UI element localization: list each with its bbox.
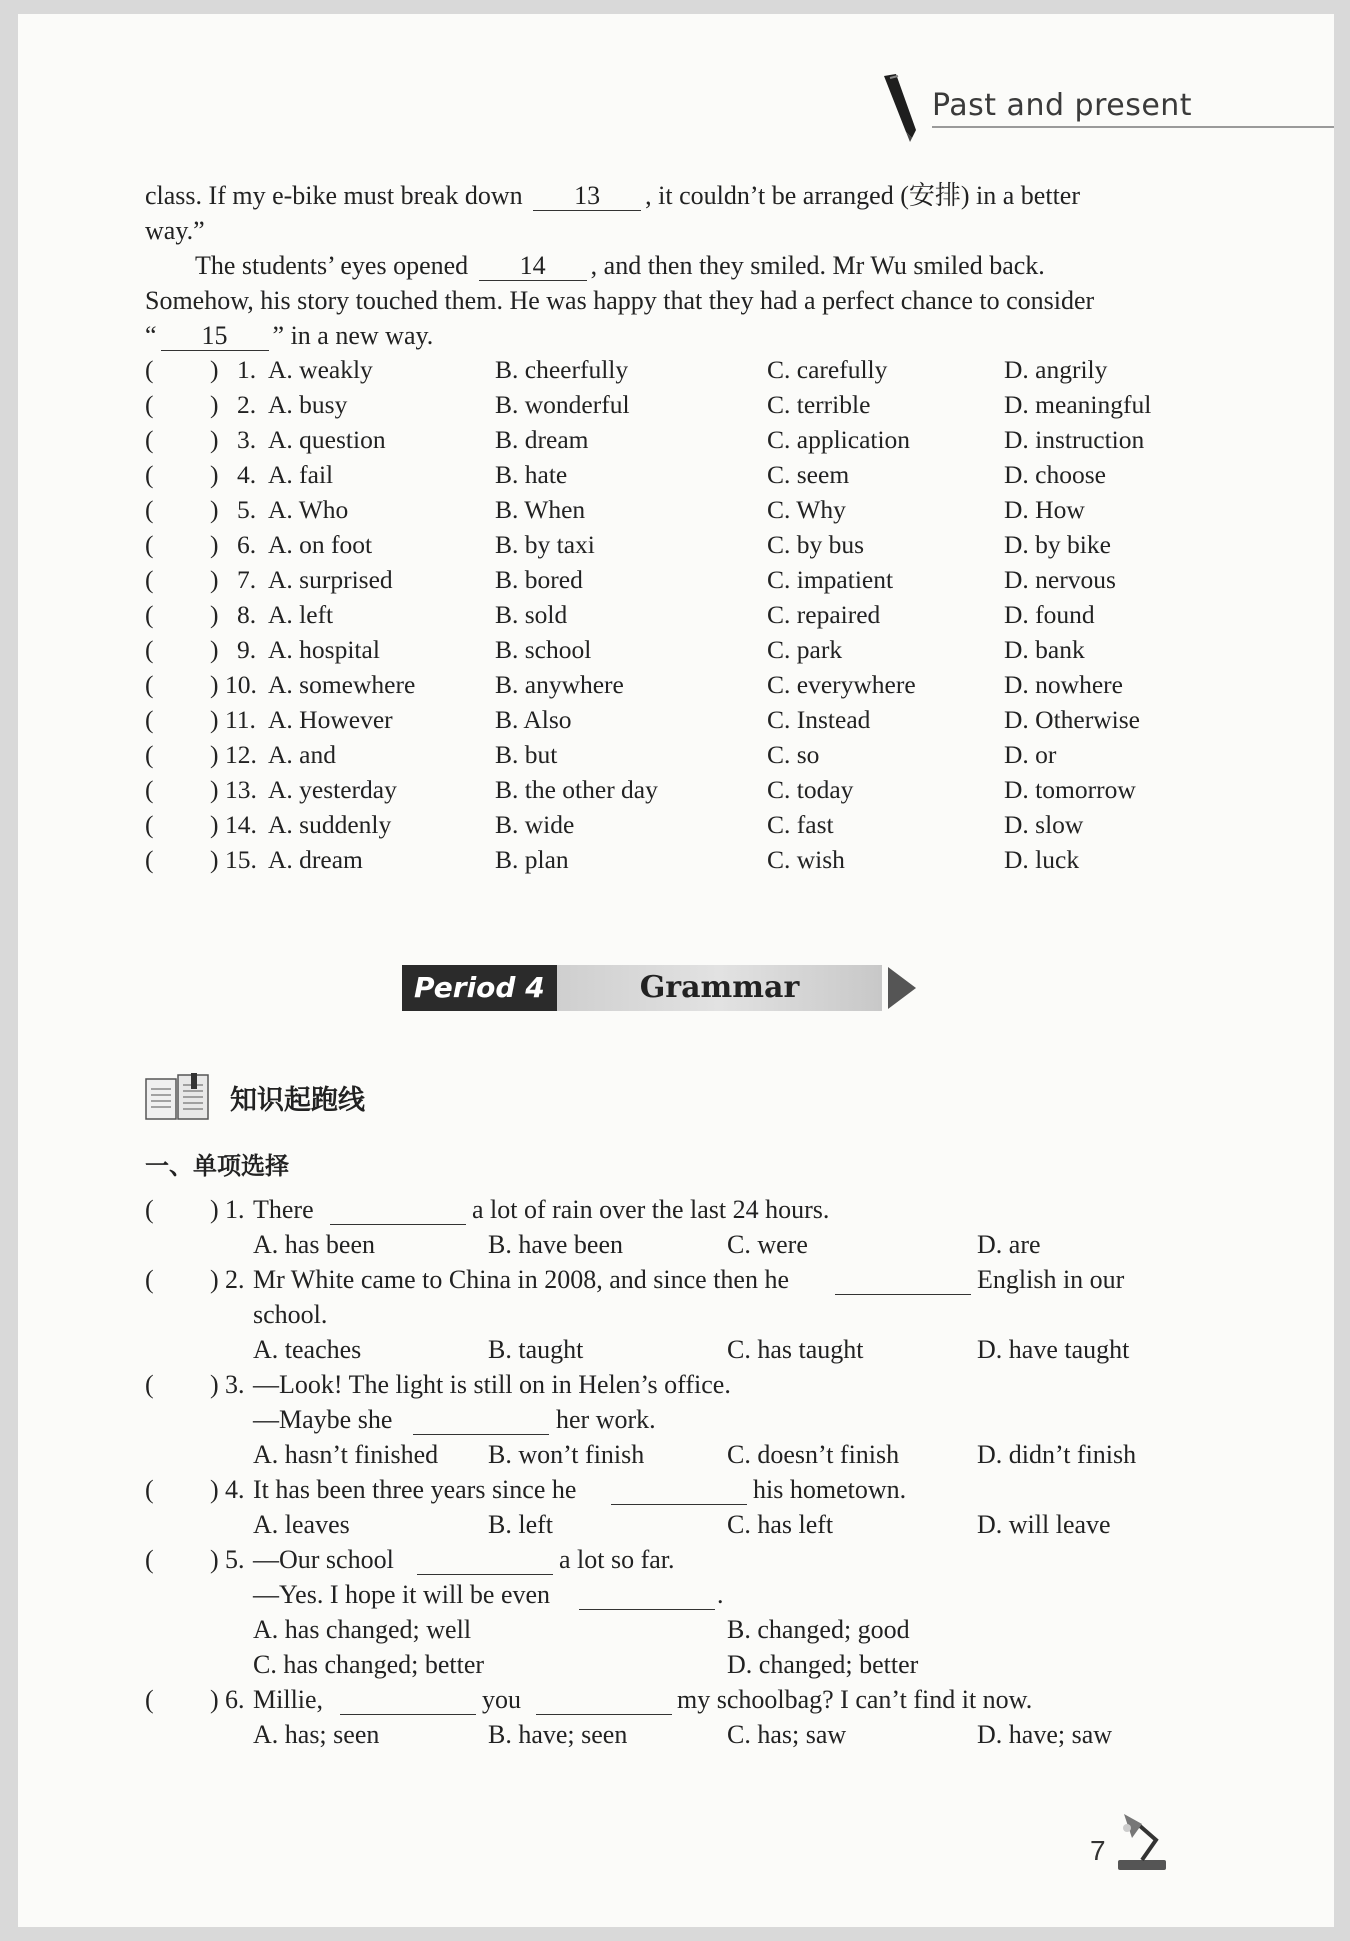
question-text: C. has; saw: [727, 1720, 847, 1749]
answer-parenthesis: ): [210, 1475, 219, 1504]
cloze-option-text: D. nervous: [1004, 565, 1116, 594]
cloze-option-text: C. seem: [767, 460, 850, 489]
cloze-option-text: C. everywhere: [767, 670, 916, 699]
answer-parenthesis: (: [145, 775, 154, 804]
cloze-option-text: D. slow: [1004, 810, 1084, 839]
cloze-option-text: D. or: [1004, 740, 1057, 769]
cloze-option-text: D. Otherwise: [1004, 705, 1140, 734]
cloze-option-text: A. and: [268, 740, 336, 769]
answer-parenthesis: (: [145, 1475, 154, 1504]
answer-parenthesis: ): [210, 425, 219, 454]
cloze-option-text: D. tomorrow: [1004, 775, 1136, 804]
cloze-option-text: C. fast: [767, 810, 834, 839]
arrow-icon: [888, 967, 916, 1009]
passage-line-2: way.”: [145, 216, 205, 245]
cloze-option-text: D. angrily: [1004, 355, 1108, 384]
cloze-option-text: C. by bus: [767, 530, 865, 559]
cloze-option-text: C. application: [767, 425, 911, 454]
answer-blank: [579, 1581, 715, 1610]
question-text: B. have; seen: [488, 1720, 628, 1749]
cloze-option-text: B. plan: [495, 845, 569, 874]
cloze-option-text: A. busy: [268, 390, 348, 419]
passage-line-4: Somehow, his story touched them. He was happy that they had a perfect chance to consider: [145, 286, 1095, 315]
question-text: —Yes. I hope it will be even: [253, 1580, 551, 1609]
answer-parenthesis: ): [210, 600, 219, 629]
cloze-option-text: A. question: [268, 425, 386, 454]
cloze-option-text: B. school: [495, 635, 592, 664]
answer-parenthesis: (: [145, 810, 154, 839]
answer-parenthesis: ): [210, 1265, 219, 1294]
cloze-option-text: B. bored: [495, 565, 583, 594]
question-text: his hometown.: [753, 1475, 907, 1504]
cloze-option-text: D. nowhere: [1004, 670, 1123, 699]
answer-parenthesis: (: [145, 600, 154, 629]
cloze-option-text: 1.: [237, 355, 257, 384]
answer-parenthesis: ): [210, 495, 219, 524]
pen-icon: [876, 72, 926, 142]
cloze-option-text: 10.: [225, 670, 257, 699]
cloze-option-text: 15.: [225, 845, 257, 874]
passage-text: class. If my e-bike must break down: [145, 181, 523, 210]
answer-parenthesis: (: [145, 495, 154, 524]
answer-parenthesis: (: [145, 355, 154, 384]
cloze-option-text: B. wonderful: [495, 390, 630, 419]
question-text: C. were: [727, 1230, 808, 1259]
cloze-option-text: A. fail: [268, 460, 334, 489]
cloze-option-text: 13.: [225, 775, 257, 804]
cloze-option-text: B. by taxi: [495, 530, 595, 559]
cloze-option-text: B. cheerfully: [495, 355, 629, 384]
question-text: D. will leave: [977, 1510, 1111, 1539]
question-text: Millie,: [253, 1685, 324, 1714]
question-text: A. has been: [253, 1230, 376, 1259]
answer-blank: [611, 1476, 747, 1505]
question-text: C. has taught: [727, 1335, 864, 1364]
answer-blank: [330, 1196, 466, 1225]
book-icon: [145, 1073, 211, 1123]
question-text: C. has changed; better: [253, 1650, 485, 1679]
cloze-option-text: C. Why: [767, 495, 846, 524]
cloze-option-text: C. Instead: [767, 705, 871, 734]
question-text: her work.: [556, 1405, 656, 1434]
question-text: D. have taught: [977, 1335, 1130, 1364]
answer-parenthesis: ): [210, 390, 219, 419]
question-text: B. left: [488, 1510, 553, 1539]
answer-parenthesis: ): [210, 1370, 219, 1399]
answer-parenthesis: (: [145, 635, 154, 664]
question-text: B. taught: [488, 1335, 584, 1364]
question-text: 3.: [225, 1370, 245, 1399]
answer-parenthesis: (: [145, 705, 154, 734]
period-label: Period 4: [402, 965, 557, 1011]
cloze-option-text: D. by bike: [1004, 530, 1111, 559]
question-text: you: [482, 1685, 521, 1714]
passage-text: ” in a new way.: [272, 321, 434, 350]
answer-blank: [835, 1266, 971, 1295]
cloze-option-text: C. today: [767, 775, 854, 804]
question-text: a lot of rain over the last 24 hours.: [472, 1195, 830, 1224]
cloze-option-text: 5.: [237, 495, 257, 524]
cloze-option-text: 7.: [237, 565, 257, 594]
answer-parenthesis: (: [145, 670, 154, 699]
passage-text: , it couldn’t be arranged (安排) in a better: [645, 181, 1080, 210]
cloze-option-text: D. bank: [1004, 635, 1085, 664]
answer-parenthesis: ): [210, 705, 219, 734]
question-text: D. didn’t finish: [977, 1440, 1137, 1469]
cloze-option-text: B. sold: [495, 600, 568, 629]
question-text: 2.: [225, 1265, 245, 1294]
cloze-option-text: C. terrible: [767, 390, 871, 419]
answer-blank: [413, 1406, 549, 1435]
question-text: There: [253, 1195, 314, 1224]
page-header: [870, 72, 1334, 132]
cloze-option-text: D. luck: [1004, 845, 1080, 874]
answer-parenthesis: ): [210, 565, 219, 594]
cloze-option-text: B. but: [495, 740, 558, 769]
answer-parenthesis: (: [145, 1195, 154, 1224]
question-text: D. have; saw: [977, 1720, 1113, 1749]
blank-14: 14: [479, 252, 587, 281]
question-text: It has been three years since he: [253, 1475, 577, 1504]
answer-blank: [340, 1686, 476, 1715]
passage-text: The students’ eyes opened: [195, 251, 469, 280]
answer-parenthesis: (: [145, 1685, 154, 1714]
answer-parenthesis: (: [145, 845, 154, 874]
cloze-option-text: A. on foot: [268, 530, 373, 559]
answer-parenthesis: ): [210, 1545, 219, 1574]
cloze-option-text: C. repaired: [767, 600, 881, 629]
cloze-option-text: B. Also: [495, 705, 572, 734]
cloze-option-text: A. hospital: [268, 635, 380, 664]
answer-parenthesis: (: [145, 1370, 154, 1399]
lamp-icon: [1112, 1808, 1172, 1872]
answer-parenthesis: ): [210, 670, 219, 699]
cloze-option-text: 6.: [237, 530, 257, 559]
question-text: D. are: [977, 1230, 1041, 1259]
question-text: B. changed; good: [727, 1615, 910, 1644]
answer-parenthesis: ): [210, 775, 219, 804]
passage-line-1: [145, 178, 1080, 213]
answer-parenthesis: ): [210, 355, 219, 384]
cloze-option-text: 14.: [225, 810, 257, 839]
answer-parenthesis: (: [145, 1265, 154, 1294]
cloze-option-text: A. dream: [268, 845, 363, 874]
cloze-option-text: B. anywhere: [495, 670, 624, 699]
cloze-option-text: A. suddenly: [268, 810, 392, 839]
question-text: —Look! The light is still on in Helen’s office.: [253, 1370, 731, 1399]
cloze-option-text: C. so: [767, 740, 820, 769]
question-text: A. leaves: [253, 1510, 350, 1539]
cloze-option-text: 9.: [237, 635, 257, 664]
cloze-option-text: 11.: [225, 705, 256, 734]
answer-parenthesis: (: [145, 740, 154, 769]
cloze-option-text: A. surprised: [268, 565, 393, 594]
answer-parenthesis: ): [210, 460, 219, 489]
period-banner: [402, 965, 918, 1013]
cloze-option-text: C. carefully: [767, 355, 888, 384]
question-text: 5.: [225, 1545, 245, 1574]
answer-parenthesis: ): [210, 1685, 219, 1714]
cloze-option-text: B. the other day: [495, 775, 658, 804]
answer-parenthesis: ): [210, 810, 219, 839]
cloze-option-text: B. hate: [495, 460, 568, 489]
cloze-option-text: A. weakly: [268, 355, 373, 384]
question-text: B. won’t finish: [488, 1440, 645, 1469]
passage-text: “: [145, 321, 157, 350]
passage-text: , and then they smiled. Mr Wu smiled back.: [590, 251, 1045, 280]
cloze-option-text: 3.: [237, 425, 257, 454]
subsection-title: 一、单项选择: [145, 1152, 289, 1180]
cloze-option-text: A. yesterday: [268, 775, 397, 804]
question-text: A. teaches: [253, 1335, 362, 1364]
answer-parenthesis: (: [145, 425, 154, 454]
question-text: Mr White came to China in 2008, and since then he: [253, 1265, 789, 1294]
cloze-option-text: C. impatient: [767, 565, 894, 594]
header-rule: [932, 126, 1334, 128]
cloze-option-text: B. When: [495, 495, 586, 524]
question-text: 4.: [225, 1475, 245, 1504]
cloze-option-text: B. wide: [495, 810, 575, 839]
question-text: A. has changed; well: [253, 1615, 472, 1644]
header-title: Past and present: [932, 88, 1193, 123]
section-title: 知识起跑线: [230, 1085, 365, 1116]
question-text: a lot so far.: [559, 1545, 675, 1574]
question-text: 6.: [225, 1685, 245, 1714]
question-text: A. hasn’t finished: [253, 1440, 439, 1469]
cloze-option-text: D. instruction: [1004, 425, 1145, 454]
cloze-option-text: A. somewhere: [268, 670, 416, 699]
answer-parenthesis: ): [210, 1195, 219, 1224]
answer-parenthesis: ): [210, 740, 219, 769]
cloze-option-text: D. found: [1004, 600, 1095, 629]
question-text: my schoolbag? I can’t find it now.: [677, 1685, 1033, 1714]
cloze-option-text: 8.: [237, 600, 257, 629]
answer-blank: [417, 1546, 553, 1575]
question-text: English in our: [977, 1265, 1125, 1294]
blank-15: 15: [161, 322, 269, 351]
question-text: 1.: [225, 1195, 245, 1224]
question-text: .: [717, 1580, 724, 1609]
cloze-option-text: B. dream: [495, 425, 589, 454]
cloze-option-text: 2.: [237, 390, 257, 419]
answer-blank: [536, 1686, 672, 1715]
cloze-option-text: A. left: [268, 600, 334, 629]
question-text: B. have been: [488, 1230, 624, 1259]
grammar-question-2-cont: school.: [253, 1300, 328, 1329]
passage-line-3: [195, 248, 1045, 283]
answer-parenthesis: ): [210, 635, 219, 664]
page-number: 7: [1090, 1835, 1106, 1866]
period-topic: Grammar: [557, 965, 882, 1011]
cloze-option-text: D. How: [1004, 495, 1085, 524]
answer-parenthesis: (: [145, 460, 154, 489]
cloze-option-text: D. choose: [1004, 460, 1106, 489]
question-text: C. has left: [727, 1510, 834, 1539]
cloze-option-text: C. wish: [767, 845, 845, 874]
answer-parenthesis: (: [145, 530, 154, 559]
question-text: —Maybe she: [253, 1405, 393, 1434]
cloze-option-text: A. Who: [268, 495, 349, 524]
cloze-option-text: 4.: [237, 460, 257, 489]
question-text: D. changed; better: [727, 1650, 919, 1679]
question-text: C. doesn’t finish: [727, 1440, 900, 1469]
answer-parenthesis: ): [210, 530, 219, 559]
blank-13: 13: [533, 182, 641, 211]
passage-line-5: [145, 318, 433, 353]
answer-parenthesis: (: [145, 1545, 154, 1574]
answer-parenthesis: (: [145, 565, 154, 594]
question-text: —Our school: [253, 1545, 394, 1574]
cloze-option-text: C. park: [767, 635, 843, 664]
cloze-option-text: A. However: [268, 705, 393, 734]
answer-parenthesis: (: [145, 390, 154, 419]
answer-parenthesis: ): [210, 845, 219, 874]
cloze-option-text: 12.: [225, 740, 257, 769]
cloze-option-text: D. meaningful: [1004, 390, 1152, 419]
question-text: A. has; seen: [253, 1720, 380, 1749]
